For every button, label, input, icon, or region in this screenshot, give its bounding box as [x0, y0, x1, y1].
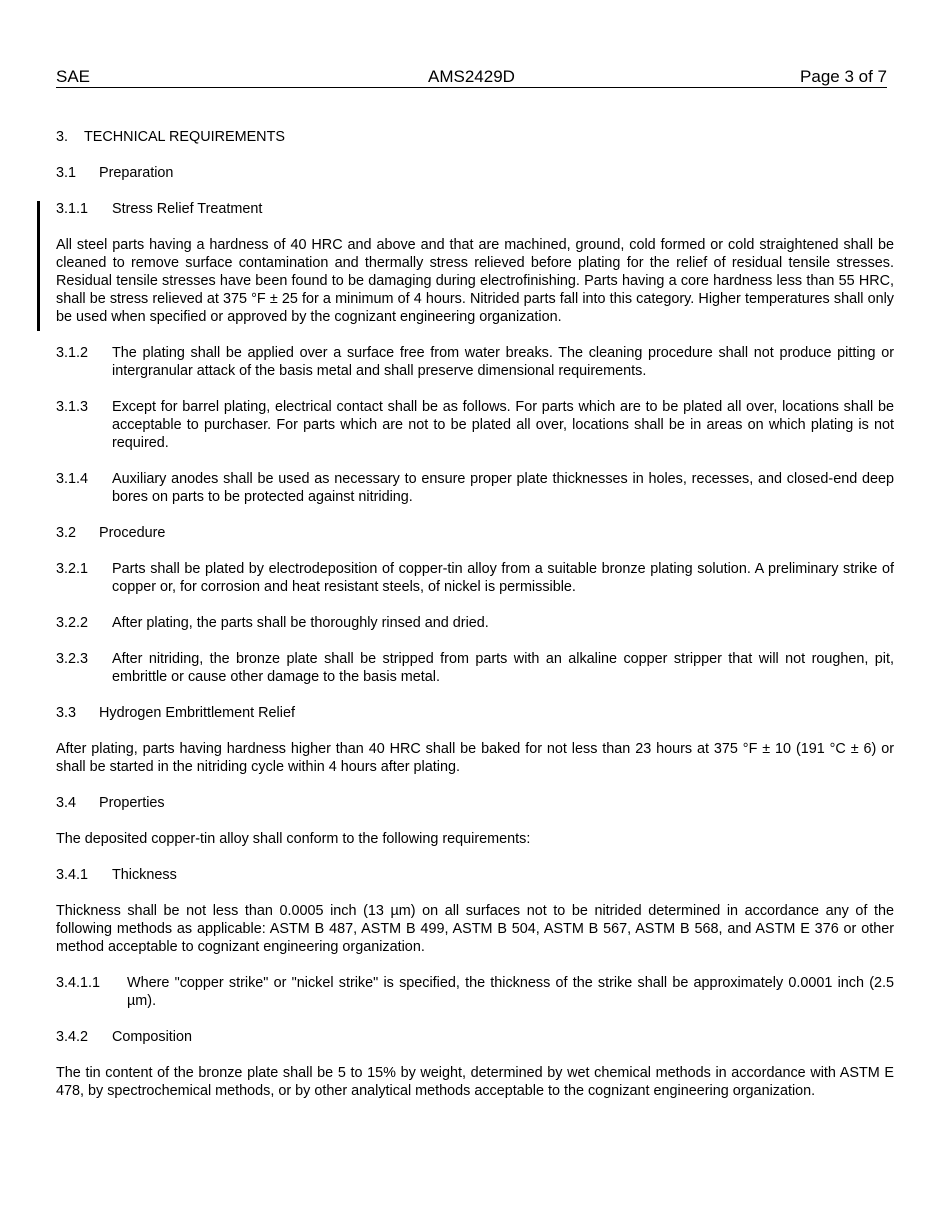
section-number: 3.1.2 — [56, 345, 89, 361]
revision-change-bar — [37, 201, 40, 331]
section-number: 3.4.1.1 — [56, 975, 101, 991]
section-title: Hydrogen Embrittlement Relief — [99, 705, 295, 721]
section-3-2-1 — [56, 560, 894, 596]
section-3-1-4 — [56, 470, 894, 506]
section-text: Auxiliary anodes shall be used as necessary to ensure proper plate thicknesses in holes, recesses, and closed-end deep bores on parts to be protected against nitriding. — [112, 471, 894, 505]
section-title: Composition — [112, 1029, 192, 1045]
section-number: 3.1.1 — [56, 201, 89, 217]
section-title: Thickness — [112, 867, 177, 883]
section-number: 3.1.4 — [56, 471, 89, 487]
section-3-2-heading — [56, 524, 894, 542]
section-3-4-1-text: Thickness shall be not less than 0.0005 inch (13 µm) on all surfaces not to be nitrided determined in accordance any of the following methods as applicable: ASTM B 487, ASTM B 499, ASTM B 504, ASTM B 567, ASTM B 568, and ASTM E 376 or other method acceptable to cognizant engineering organization. — [56, 903, 894, 955]
section-text: Where "copper strike" or "nickel strike" is specified, the thickness of the strike shall be approximately 0.0001 inch (2.5 µm). — [127, 975, 894, 1009]
section-title: Properties — [99, 795, 165, 811]
section-text: After plating, the parts shall be thoroughly rinsed and dried. — [112, 615, 489, 631]
section-title: Stress Relief Treatment — [112, 201, 263, 217]
section-3-4-text: The deposited copper-tin alloy shall conform to the following requirements: — [56, 831, 531, 847]
section-number: 3.4.1 — [56, 867, 89, 883]
section-3-1-heading — [56, 164, 894, 182]
section-number: 3.4.2 — [56, 1029, 89, 1045]
section-number: 3.3 — [56, 705, 77, 721]
section-number: 3.2.2 — [56, 615, 89, 631]
header-doc-number: AMS2429D — [428, 67, 515, 86]
page-header — [56, 67, 887, 88]
section-3-4-1-heading — [56, 866, 894, 884]
section-number: 3.4 — [56, 795, 77, 811]
section-title: Procedure — [99, 525, 166, 541]
section-number: 3.1.3 — [56, 399, 89, 415]
section-3-2-3 — [56, 650, 894, 686]
section-title: Preparation — [99, 165, 174, 181]
section-3-3-heading — [56, 704, 894, 722]
section-title: TECHNICAL REQUIREMENTS — [84, 129, 285, 145]
section-3-4-heading — [56, 794, 894, 812]
section-3-4-1-1 — [56, 974, 894, 1010]
section-3-4-2-text: The tin content of the bronze plate shall be 5 to 15% by weight, determined by wet chemical methods in accordance with ASTM E 478, by spectrochemical methods, or by other analytical methods acceptable to the cognizant engineering organization. — [56, 1065, 894, 1099]
section-text: Parts shall be plated by electrodeposition of copper-tin alloy from a suitable bronze plating solution. A preliminary strike of copper or, for corrosion and heat resistant steels, of nickel is permissible. — [112, 561, 894, 595]
section-3-1-1-text: All steel parts having a hardness of 40 HRC and above and that are machined, ground, cold formed or cold straightened shall be cleaned to remove surface contamination and thermally stress relieved before plating for the relief of residual tensile stresses. Residual tensile stresses have been found to be damaging during electrofinishing. Parts having a core hardness less than 55 HRC, shall be stress relieved at 375 °F ± 25 for a minimum of 4 hours. Nitrided parts fall into this category. Higher temperatures shall only be used when specified or approved by the cognizant engineering organization. — [56, 237, 894, 325]
section-3-3-text: After plating, parts having hardness higher than 40 HRC shall be baked for not less than 23 hours at 375 °F ± 10 (191 °C ± 6) or shall be started in the nitriding cycle within 4 hours after plating. — [56, 741, 894, 775]
section-text: After nitriding, the bronze plate shall be stripped from parts with an alkaline copper stripper that will not roughen, pit, embrittle or cause other damage to the basis metal. — [112, 651, 894, 685]
section-3-1-3 — [56, 398, 894, 452]
section-number: 3.2 — [56, 525, 77, 541]
section-number: 3. — [56, 129, 69, 145]
section-text: The plating shall be applied over a surface free from water breaks. The cleaning procedure shall not produce pitting or intergranular attack of the basis metal and shall preserve dimensional requirements. — [112, 345, 894, 379]
section-3-4-2-heading — [56, 1028, 894, 1046]
section-number: 3.2.1 — [56, 561, 89, 577]
section-3-heading — [56, 128, 894, 146]
section-number: 3.2.3 — [56, 651, 89, 667]
header-org: SAE — [56, 67, 91, 86]
section-text: Except for barrel plating, electrical contact shall be as follows. For parts which are to be plated all over, locations shall be acceptable to purchaser. For parts which are not to be plated all over, locations shall be in areas on which plating is not required. — [112, 399, 894, 451]
section-number: 3.1 — [56, 165, 77, 181]
section-3-2-2 — [56, 614, 894, 632]
section-3-1-1-heading — [56, 200, 894, 218]
header-page-number: Page 3 of 7 — [800, 67, 887, 86]
section-3-1-2 — [56, 344, 894, 380]
document-body — [56, 128, 894, 1118]
